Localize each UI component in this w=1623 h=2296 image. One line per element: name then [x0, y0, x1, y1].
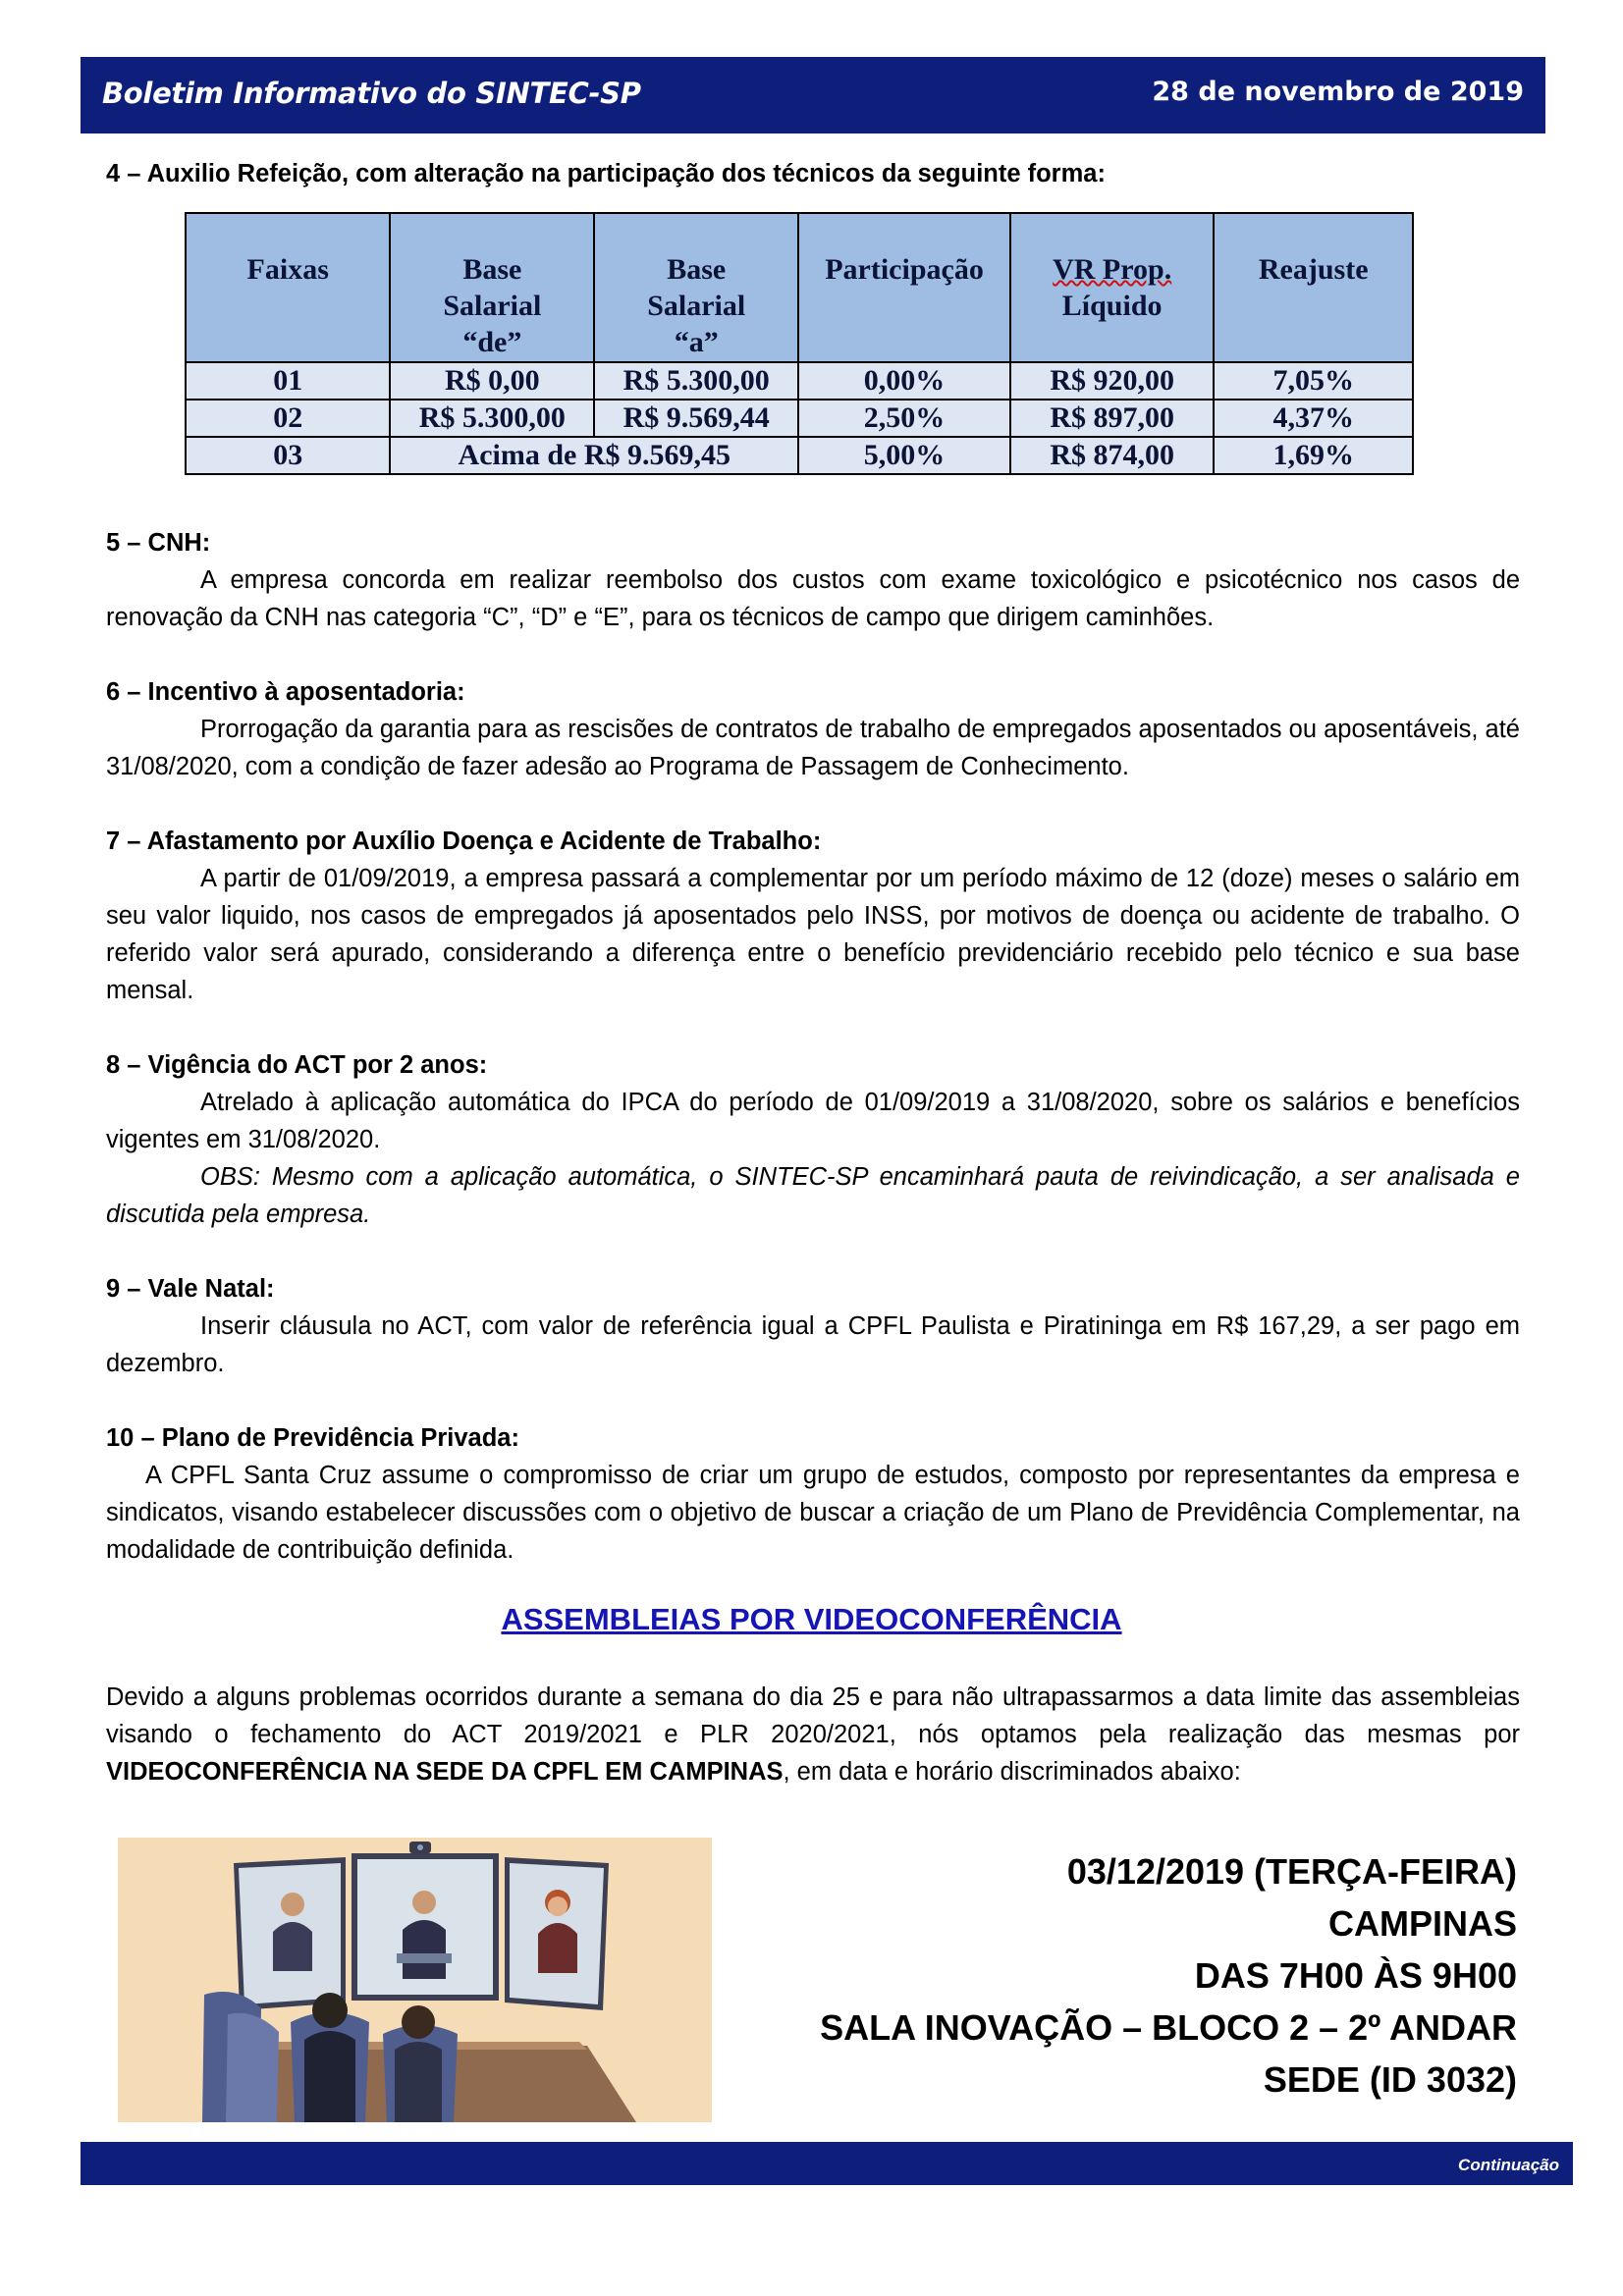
header-bar: [81, 57, 1545, 133]
header-base-a: Base Salarial “a”: [594, 213, 798, 362]
assembly-text: Devido a alguns problemas ocorridos durante a semana do dia 25 e para não ultrapassarmos a data limite das assembleias visando o fechamento do ACT 2019/2021 e PLR 2020/2021, nós optamos pela realização das mesmas por VIDEOCONFERÊNCIA NA SEDE DA CPFL EM CAMPINAS, em data e horário discriminados abaixo:: [106, 1683, 1520, 1786]
section-8-obs: OBS: Mesmo com a aplicação automática, o SINTEC-SP encaminhará pauta de reivindicação, a ser analisada e discutida pela empresa.: [106, 1163, 1520, 1228]
header-vr-liquido: VR Prop. Líquido: [1010, 213, 1215, 362]
header-participacao: Participação: [798, 213, 1010, 362]
table-header-row: [186, 213, 1413, 362]
header-reajuste: Reajuste: [1214, 213, 1413, 362]
event-room: SALA INOVAÇÃO – BLOCO 2 – 2º ANDAR: [820, 2007, 1517, 2048]
cell-reajuste: 7,05%: [1214, 362, 1413, 400]
section-4-title: 4 – Auxilio Refeição, com alteração na participação dos técnicos da seguinte forma:: [106, 160, 1106, 187]
section-9-text: Inserir cláusula no ACT, com valor de referência igual a CPFL Paulista e Piratininga em R$ 167,29, a ser pago em dezembro.: [106, 1312, 1520, 1377]
cell-participacao: 5,00%: [798, 437, 1010, 474]
table-row: [186, 400, 1413, 437]
bulletin-title: Boletim Informativo do SINTEC-SP: [102, 77, 641, 110]
cell-faixa: 01: [186, 362, 390, 400]
cell-base-de: R$ 5.300,00: [390, 400, 594, 437]
section-6-title: 6 – Incentivo à aposentadoria:: [106, 678, 465, 706]
bulletin-date: 28 de novembro de 2019: [1152, 77, 1524, 107]
cell-vr: R$ 897,00: [1010, 400, 1215, 437]
cell-reajuste: 4,37%: [1214, 400, 1413, 437]
section-10-text: A CPFL Santa Cruz assume o compromisso de criar um grupo de estudos, composto por representantes da empresa e sindicatos, visando estabelecer discussões com o objetivo de buscar a criação de um Plano de Previdência Complementar, na modalidade de contribuição definida.: [106, 1462, 1520, 1564]
event-time: DAS 7H00 ÀS 9H00: [1194, 1955, 1517, 1996]
cell-participacao: 2,50%: [798, 400, 1010, 437]
section-9-title: 9 – Vale Natal:: [106, 1275, 275, 1303]
section-6-text: Prorrogação da garantia para as rescisões de contratos de trabalho de empregados aposentados ou aposentáveis, até 31/08/2020, com a condição de fazer adesão ao Programa de Passagem de Conhecimento.: [106, 716, 1520, 780]
section-7-title: 7 – Afastamento por Auxílio Doença e Acidente de Trabalho:: [106, 828, 822, 855]
section-7-text: A partir de 01/09/2019, a empresa passará a complementar por um período máximo de 12 (doze) meses o salário em seu valor liquido, nos casos de empregados já aposentados pelo INSS, por motivos de doença ou acidente de trabalho. O referido valor será apurado, considerando a diferença entre o benefício previdenciário recebido pelo técnico e sua base mensal.: [106, 865, 1520, 1004]
cell-base-a: R$ 5.300,00: [594, 362, 798, 400]
cell-vr: R$ 920,00: [1010, 362, 1215, 400]
header-base-de: Base Salarial “de”: [390, 213, 594, 362]
assembly-title: ASSEMBLEIAS POR VIDEOCONFERÊNCIA: [501, 1602, 1122, 1636]
section-8-title: 8 – Vigência do ACT por 2 anos:: [106, 1051, 488, 1079]
section-8-text: Atrelado à aplicação automática do IPCA do período de 01/09/2019 a 31/08/2020, sobre os salários e benefícios vigentes em 31/08/2020.: [106, 1089, 1520, 1153]
cell-base-merged: Acima de R$ 9.569,45: [390, 437, 798, 474]
event-location: SEDE (ID 3032): [1263, 2059, 1517, 2100]
cell-base-de: R$ 0,00: [390, 362, 594, 400]
section-5-text: A empresa concorda em realizar reembolso dos custos com exame toxicológico e psicotécnico nos casos de renovação da CNH nas categoria “C”, “D” e “E”, para os técnicos de campo que dirigem caminhões.: [106, 566, 1520, 631]
event-date: 03/12/2019 (TERÇA-FEIRA): [1066, 1851, 1517, 1892]
event-details: [820, 1845, 1517, 2106]
cell-vr: R$ 874,00: [1010, 437, 1215, 474]
continuation-label: Continuação: [1458, 2156, 1559, 2174]
header-faixas: Faixas: [186, 213, 390, 362]
cell-reajuste: 1,69%: [1214, 437, 1413, 474]
table-row: [186, 437, 1413, 474]
meal-allowance-table: [185, 212, 1414, 475]
table-row: [186, 362, 1413, 400]
footer-bar: [81, 2142, 1573, 2185]
cell-faixa: 02: [186, 400, 390, 437]
videoconference-icon: [118, 1838, 712, 2122]
cell-base-a: R$ 9.569,44: [594, 400, 798, 437]
section-5-title: 5 – CNH:: [106, 529, 211, 557]
cell-participacao: 0,00%: [798, 362, 1010, 400]
videoconference-illustration: [118, 1838, 712, 2122]
event-city: CAMPINAS: [1327, 1903, 1517, 1944]
cell-faixa: 03: [186, 437, 390, 474]
sections-body: [106, 524, 1520, 1569]
section-10-title: 10 – Plano de Previdência Privada:: [106, 1424, 519, 1452]
